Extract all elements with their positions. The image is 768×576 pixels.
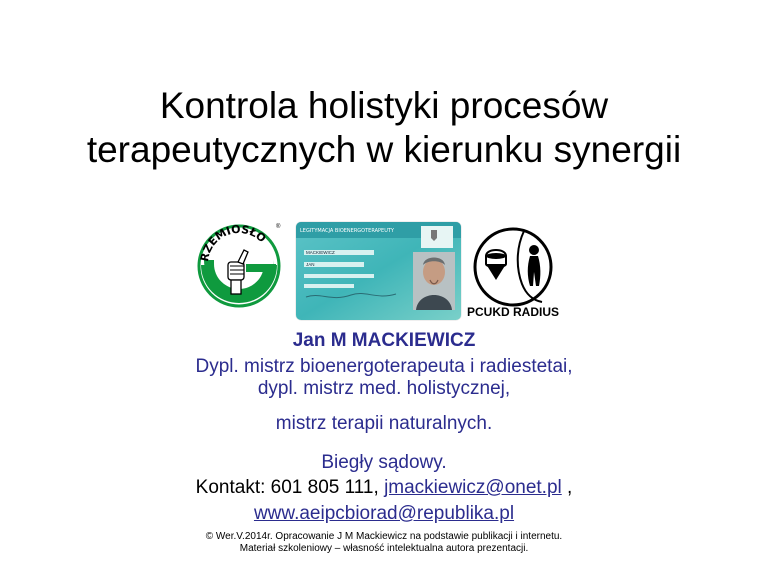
card-header: LEGITYMACJA BIOENERGOTERAPEUTY [300, 228, 394, 234]
email-link[interactable]: jmackiewicz@onet.pl [384, 477, 562, 498]
website-line [0, 503, 768, 525]
contact-prefix: Kontakt: 601 805 111, [195, 477, 385, 498]
footer-line-1: © Wer.V.2014r. Opracowanie J M Mackiewicz na podstawie publikacji i internetu. [205, 531, 563, 542]
title-line-2: terapeutycznych w kierunku synergii [86, 129, 682, 170]
author-name: Jan M MACKIEWICZ [292, 330, 476, 351]
card-surname: MACKIEWICZ [306, 250, 335, 255]
contact-suffix: , [561, 477, 573, 498]
expert-title: Biegły sądowy. [321, 452, 447, 473]
credential-line-2: dypl. mistrz med. holistycznej, [257, 378, 511, 399]
rzemioslo-text: RZEMIOSŁO [197, 222, 269, 263]
website-link[interactable]: www.aeipcbiorad@republika.pl [253, 503, 515, 524]
contact-line [0, 477, 768, 499]
slide-title [0, 84, 768, 172]
card-given-name: JAN [306, 262, 315, 267]
pcukd-radius-logo [472, 226, 554, 308]
credential-line-3: mistrz terapii naturalnych. [275, 413, 493, 434]
radius-caption: PCUKD RADIUS [466, 305, 559, 319]
rzemioslo-logo [194, 220, 284, 316]
title-line-1: Kontrola holistyki procesów [159, 85, 609, 126]
footer-line-2: Materiał szkoleniowy – własność intelektualna autora prezentacji. [239, 543, 529, 554]
credential-line-1: Dypl. mistrz bioenergoterapeuta i radiestetai, [195, 356, 573, 377]
id-card-image [296, 222, 461, 320]
svg-text:®: ® [276, 224, 281, 230]
